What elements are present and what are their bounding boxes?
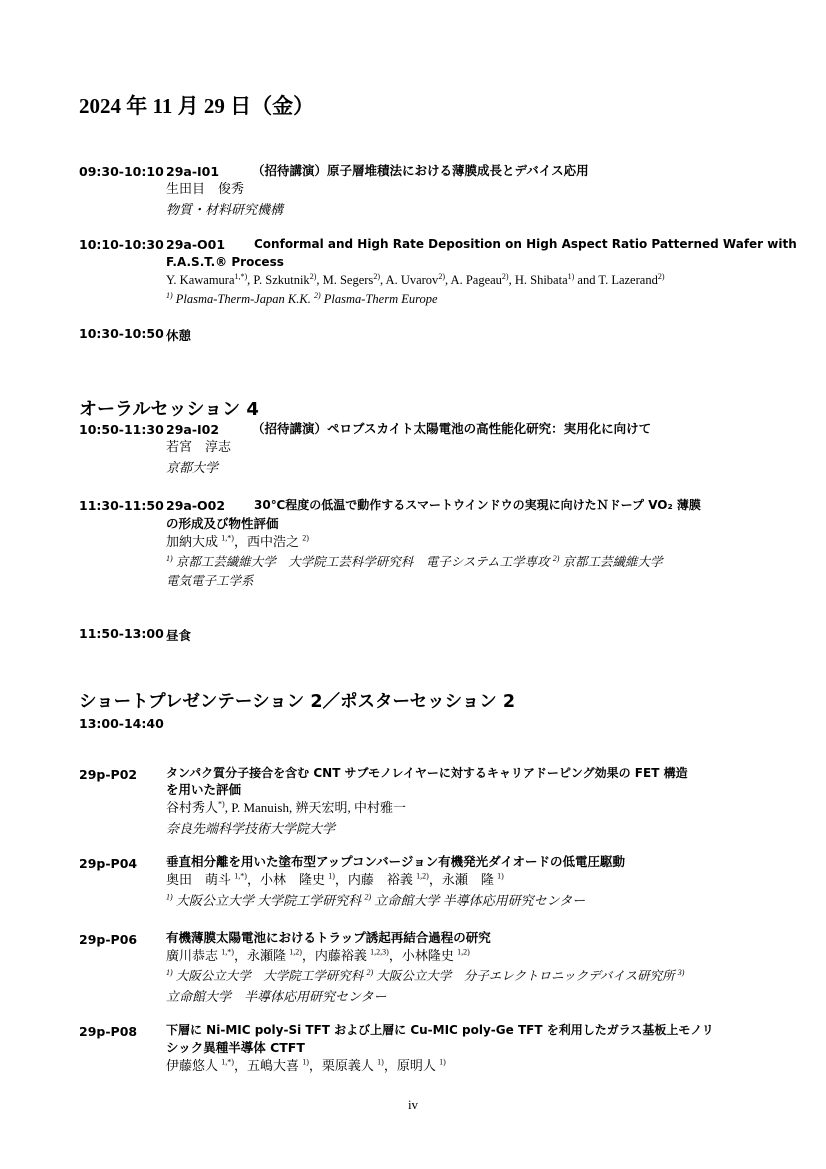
presentation-title-cont: の形成及び物性評価: [166, 516, 279, 531]
presentation-code: 29a-I02: [166, 422, 220, 437]
affiliation-cont: 立命館大学 半導体応用研究センター: [166, 989, 387, 1004]
affiliation: 奈良先端科学技術大学院大学: [166, 821, 336, 836]
poster-code: 29p-P02: [79, 767, 138, 782]
presentation-title: Conformal and High Rate Deposition on High Aspect Ratio Patterned Wafer with: [254, 237, 797, 251]
presentation-title: 垂直相分離を用いた塗布型アップコンバージョン有機発光ダイオードの低電圧駆動: [166, 854, 626, 869]
author-list: 廣川恭志 $^{1,*)}$，永瀬隆 $^{1,2)}$，内藤裕義 $^{1,2,3)}$，小林隆史 $^{1,2)}$: [166, 947, 470, 963]
affiliation-cont: 電気電子工学系: [166, 574, 254, 588]
author-list: 生田目 俊秀: [166, 181, 245, 196]
poster-code: 29p-P06: [79, 932, 138, 947]
session-time: 10:50-11:30: [79, 422, 164, 437]
page-number: iv: [407, 1097, 419, 1112]
presentation-code: 29a-I01: [166, 164, 220, 179]
poster-code: 29p-P08: [79, 1024, 138, 1039]
session-time: 09:30-10:10: [79, 164, 164, 179]
affiliation: 物質・材料研究機構: [166, 202, 284, 217]
presentation-title: 30℃程度の低温で動作するスマートウインドウの実現に向けたＮドープ VO₂ 薄膜: [254, 498, 701, 512]
break-label: 休憩: [166, 328, 192, 343]
affiliation: $^{1)}$ 大阪公立大学 大学院工学研究科 $^{2)}$ 立命館大学 半導体応用研究センター: [166, 892, 586, 908]
affiliation: $^{1)}$ 大阪公立大学 大学院工学研究科 $^{2)}$ 大阪公立大学 分子エレクトロニックデバイス研究所 $^{3)}$: [166, 967, 685, 983]
author-list: 加納大成 $^{1,*)}$，西中浩之 $^{2)}$: [166, 533, 309, 549]
poster-code: 29p-P04: [79, 856, 138, 871]
affiliation: $^{1)}$ 京都工芸繊維大学 大学院工芸科学研究科 電子システム工学専攻 $^{2)}$ 京都工芸繊維大学: [166, 553, 663, 569]
affiliation: 京都大学: [166, 460, 219, 475]
page-title: 2024 年 11 月 29 日（金）: [79, 94, 315, 118]
session-time: 11:30-11:50: [79, 498, 164, 513]
session-heading: ショートプレゼンテーション 2／ポスターセッション 2: [79, 692, 516, 712]
presentation-title-cont: シック異種半導体 CTFT: [166, 1040, 305, 1055]
presentation-title: （招待講演）原子層堆積法における薄膜成長とデバイス応用: [252, 163, 589, 178]
session-time: 10:10-10:30: [79, 237, 164, 252]
break-time: 10:30-10:50: [79, 326, 164, 341]
author-list: 若宮 淳志: [166, 439, 232, 454]
presentation-code: 29a-O01: [166, 237, 226, 252]
session-heading: オーラルセッション 4: [79, 399, 259, 420]
presentation-code: 29a-O02: [166, 498, 226, 513]
lunch-time: 11:50-13:00: [79, 626, 164, 641]
presentation-title: （招待講演）ペロブスカイト太陽電池の高性能化研究：実用化に向けて: [252, 421, 652, 436]
author-list: Y. Kawamura$^{1,*)}$, P. Szkutnik$^{2)}$, M. Segers$^{2)}$, A. Uvarov$^{2)}$, A. Pageau$^{2)}$, H. Shibata$^{1)}$ and T. Lazerand$^{2)}$: [166, 271, 665, 287]
author-list: 伊藤悠人 $^{1,*)}$，五嶋大喜 $^{1)}$，栗原義人 $^{1)}$，原明人 $^{1)}$: [166, 1057, 446, 1073]
author-list: 谷村秀人*), P. Manuish, 辨天宏明, 中村雅一: [166, 799, 406, 815]
presentation-title: 有機薄膜太陽電池におけるトラップ誘起再結合過程の研究: [166, 930, 491, 945]
session-time: 13:00-14:40: [79, 716, 164, 731]
affiliation: $^{1)}$ Plasma-Therm-Japan K.K. $^{2)}$ Plasma-Therm Europe: [166, 290, 438, 306]
presentation-title: タンパク質分子接合を含む CNT サブモノレイヤーに対するキャリアドーピング効果の FET 構造: [166, 766, 688, 780]
lunch-label: 昼食: [166, 628, 192, 643]
presentation-title-cont: を用いた評価: [166, 782, 242, 797]
presentation-title-cont: F.A.S.T.® Process: [166, 255, 284, 269]
presentation-title: 下層に Ni-MIC poly-Si TFT および上層に Cu-MIC poly-Ge TFT を利用したガラス基板上モノリ: [166, 1023, 714, 1037]
author-list: 奥田 萌斗 $^{1,*)}$，小林 隆史 $^{1)}$，内藤 裕義 $^{1,2)}$，永瀬 隆 $^{1)}$: [166, 871, 504, 887]
